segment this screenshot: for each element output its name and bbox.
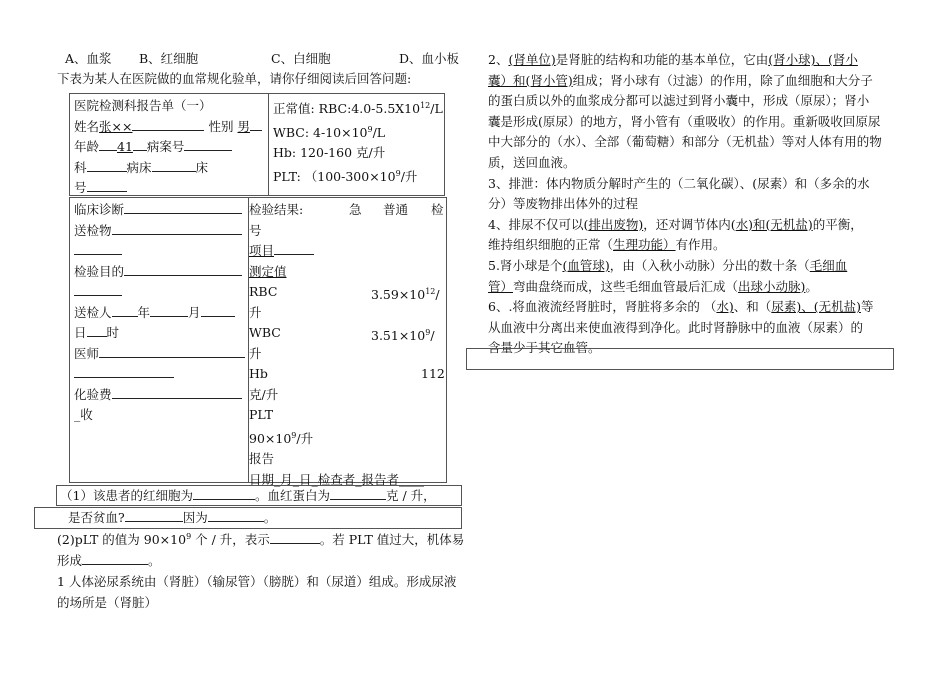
p2-line-4: 囊是形成(原尿）的地方，肾小管有（重吸收）的作用。重新吸收回原尿	[488, 113, 881, 129]
p6-line-3: 含量少于其它血管。	[488, 340, 601, 356]
report-results: 检验结果: 急 普通 检 号 项目 测定值 RBC $3.59\times 10^{12}/$ 升 WBC $3.51\times 10^9/$ 升 Hb 112 克/升 PLT $90\times 10^9/$升 报告 日期_月_日_检查者_报告者____	[249, 202, 445, 487]
p3-line-2: 分）等废物排出体外的过程	[488, 196, 639, 212]
no-row: 号	[74, 178, 262, 199]
choice-a: A、血浆	[65, 51, 112, 66]
choice-c: C、白细胞	[271, 51, 331, 66]
right-empty-box	[466, 348, 894, 370]
report-divider	[268, 93, 269, 196]
normal-plt: PLT: （$100-300\times 10^9/$升	[273, 168, 418, 184]
p5-line-2: 管）弯曲盘绕而成，这些毛细血管最后汇成（出球小动脉)。	[488, 278, 818, 294]
right-column	[488, 50, 898, 359]
p2-line-2: 囊）和(肾小管)组成；肾小球有（过滤）的作用，除了血细胞和大分子	[488, 72, 873, 88]
p6-line-1: 6、.将血液流经肾脏时，肾脏将多余的 （水)、和（尿素)、(无机盐)等	[488, 299, 874, 315]
p2-line-3: 的蛋白质以外的血浆成分都可以滤过到肾小囊中，形成（原尿）；肾小	[488, 93, 870, 109]
p4-line-1: 4、排尿不仅可以(排出废物)，还对调节体内(水)和(无机盐)的平衡，	[488, 216, 863, 232]
question-1-line-2: 是否贫血? 因为 。	[68, 510, 277, 525]
normal-rbc: 正常值: $RBC:4.0-5.5X10^{12}/L$	[273, 101, 443, 117]
report-left-top	[74, 96, 262, 199]
dept-row: 科 病床 床	[74, 159, 209, 175]
note-1-line-2: 的场所是（肾脏）	[57, 595, 158, 610]
normal-values	[273, 96, 443, 187]
question-2-line-1: (2)pLT 的值为 $90\times 10^9$ 个 / 升，表示 。若 PLT 值过大，机体易	[57, 532, 465, 548]
question-2-line-2: 形成 。	[57, 553, 161, 568]
p5-line-1: 5.肾小球是个(血管球)，由（入秋小动脉）分出的数十条（毛细血	[488, 257, 848, 273]
p3-line-1: 3、排泄：体内物质分解时产生的（二氧化碳）、(尿素）和（多余的水	[488, 175, 870, 191]
intro-text: 下表为某人在医院做的血常规化验单，请你仔细阅读后回答问题:	[57, 71, 412, 86]
report-title: 医院检测科报告单（一）	[74, 98, 212, 113]
p4-line-2: 维持组织细胞的正常（生理功能）有作用。	[488, 237, 726, 253]
note-1-line-1: 1 人体泌尿系统由（肾脏）（输尿管）（膀胱）和（尿道）组成。形成尿液	[57, 574, 457, 589]
report-left-fields: 临床诊断 送检物 检验目的 送检人 年 月 日 时 医师 化验费 _收	[74, 200, 245, 426]
p6-line-2: 从血液中分离出来使血液得到净化。此时肾静脉中的血液（尿素）的	[488, 319, 864, 335]
choice-b: B、红细胞	[139, 51, 199, 66]
age-row: 年龄 41 病案号	[74, 137, 262, 158]
p2-line-5: 中大部分的（水）、全部（葡萄糖）和部分（无机盐）等对人体有用的物	[488, 134, 882, 150]
name-row: 姓名张×× 性别 男	[74, 117, 262, 138]
normal-hb: Hb: 120-160 克/升	[273, 145, 386, 161]
p2-line-6: 质，送回血液。	[488, 154, 576, 170]
choice-d: D、血小板	[399, 51, 460, 66]
normal-wbc: WBC: $4-10\times 10^9/L$	[273, 124, 386, 140]
question-1-line-1: （1）该患者的红细胞为 。血红蛋白为 克 / 升，	[60, 488, 436, 503]
p2-line-1: 2、(肾单位)是肾脏的结构和功能的基本单位，它由(肾小球)、(肾小	[488, 52, 858, 67]
